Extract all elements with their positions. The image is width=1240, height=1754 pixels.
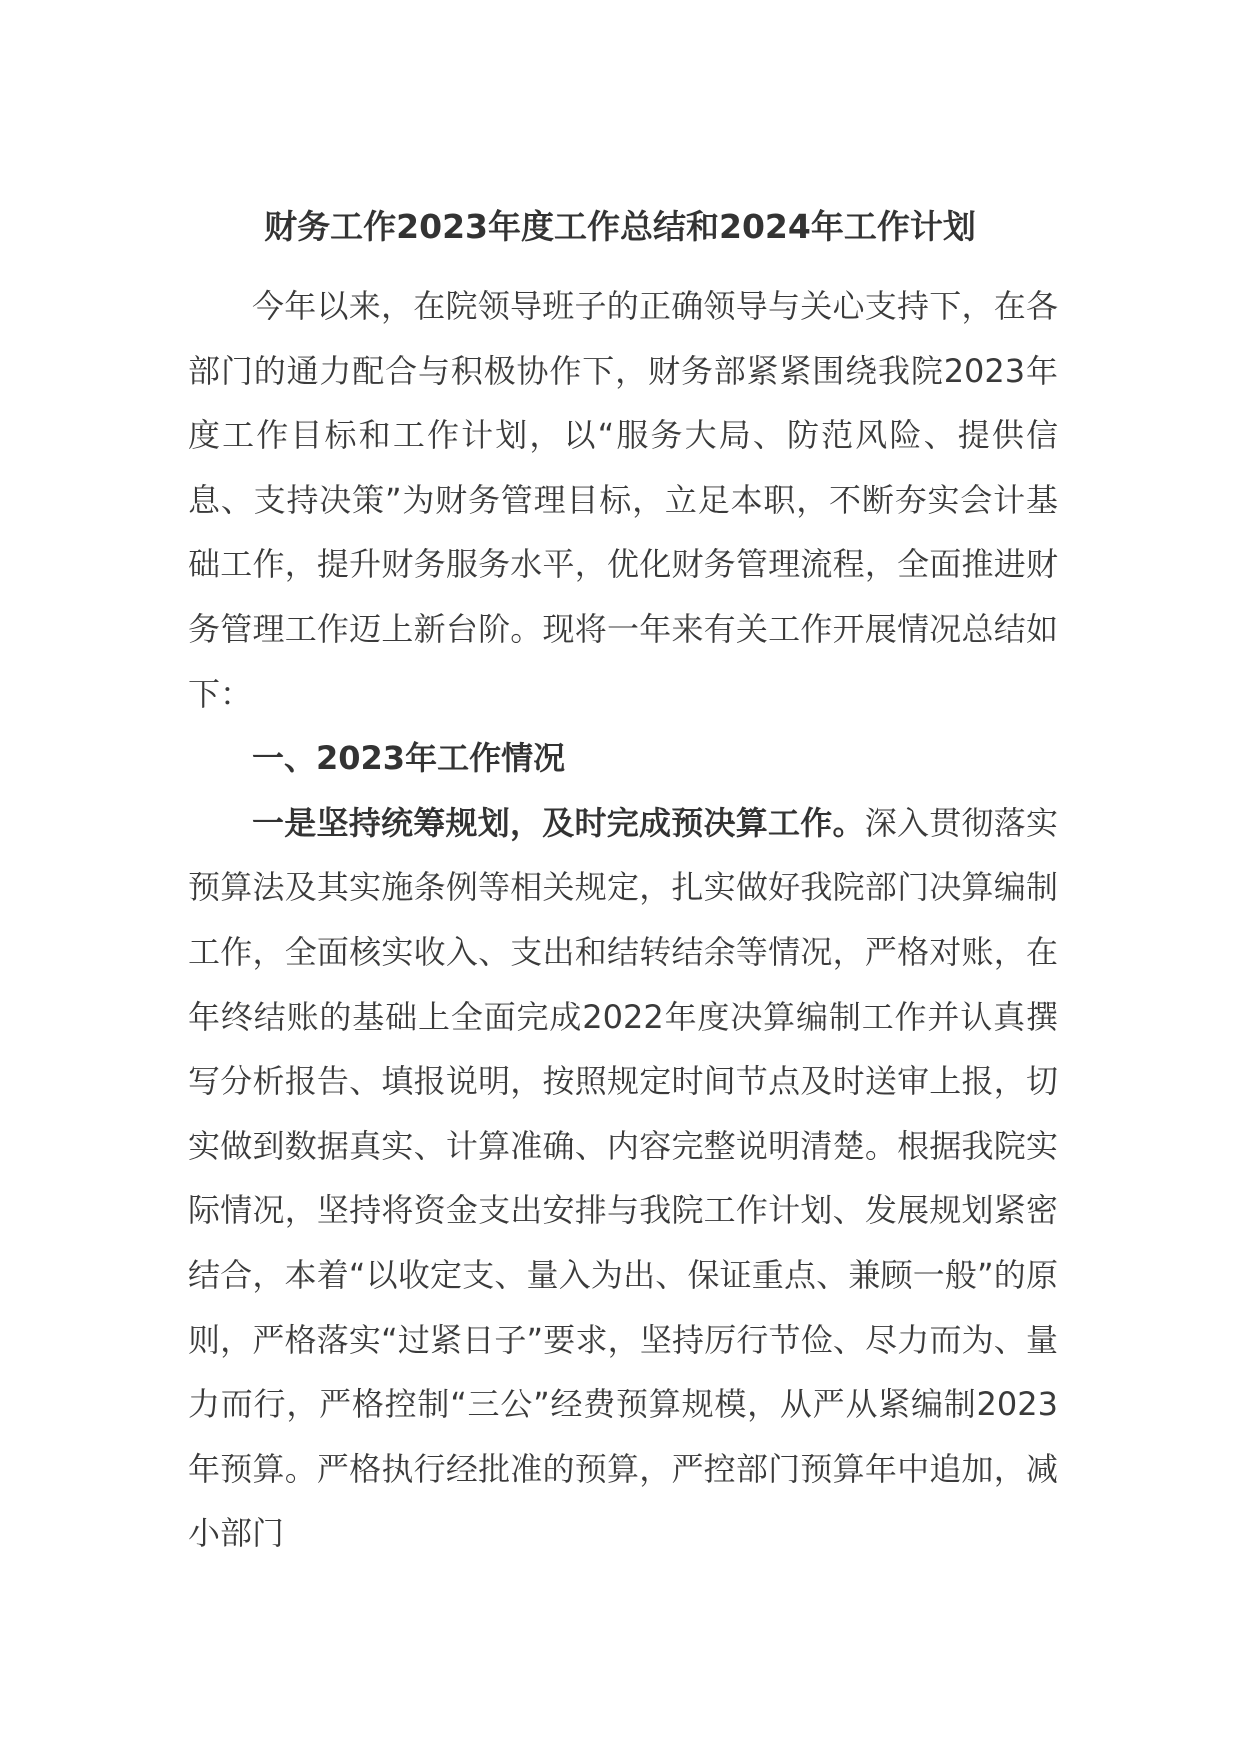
intro-paragraph: 今年以来，在院领导班子的正确领导与关心支持下，在各部门的通力配合与积极协作下，财务部紧紧围绕我院2023年度工作目标和工作计划，以“服务大局、防范风险、提供信息、支持决策”为财务管理目标，立足本职，不断夯实会计基础工作，提升财务服务水平，优化财务管理流程，全面推进财务管理工作迈上新台阶。现将一年来有关工作开展情况总结如下： — [188, 287, 1058, 713]
item-text: 深入贯彻落实预算法及其实施条例等相关规定，扎实做好我院部门决算编制工作，全面核实收入、支出和结转结余等情况，严格对账，在年终结账的基础上全面完成2022年度决算编制工作并认真撰写分析报告、填报说明，按照规定时间节点及时送审上报，切实做到数据真实、计算准确、内容完整说明清楚。根据我院实际情况，坚持将资金支出安排与我院工作计划、发展规划紧密结合，本着“以收定支、量入为出、保证重点、兼顾一般”的原则，严格落实“过紧日子”要求，坚持厉行节俭、尽力而为、量力而行，严格控制“三公”经费预算规模，从严从紧编制2023年预算。严格执行经批准的预算，严控部门预算年中追加，减小部门 — [188, 803, 1058, 1553]
document-body — [188, 274, 1058, 1566]
item-lead: 一是坚持统筹规划，及时完成预决算工作。 — [252, 803, 865, 842]
section-heading: 一、2023年工作情况 — [252, 739, 566, 778]
item-paragraph — [188, 791, 1058, 1566]
document-title: 财务工作2023年度工作总结和2024年工作计划 — [264, 207, 976, 246]
